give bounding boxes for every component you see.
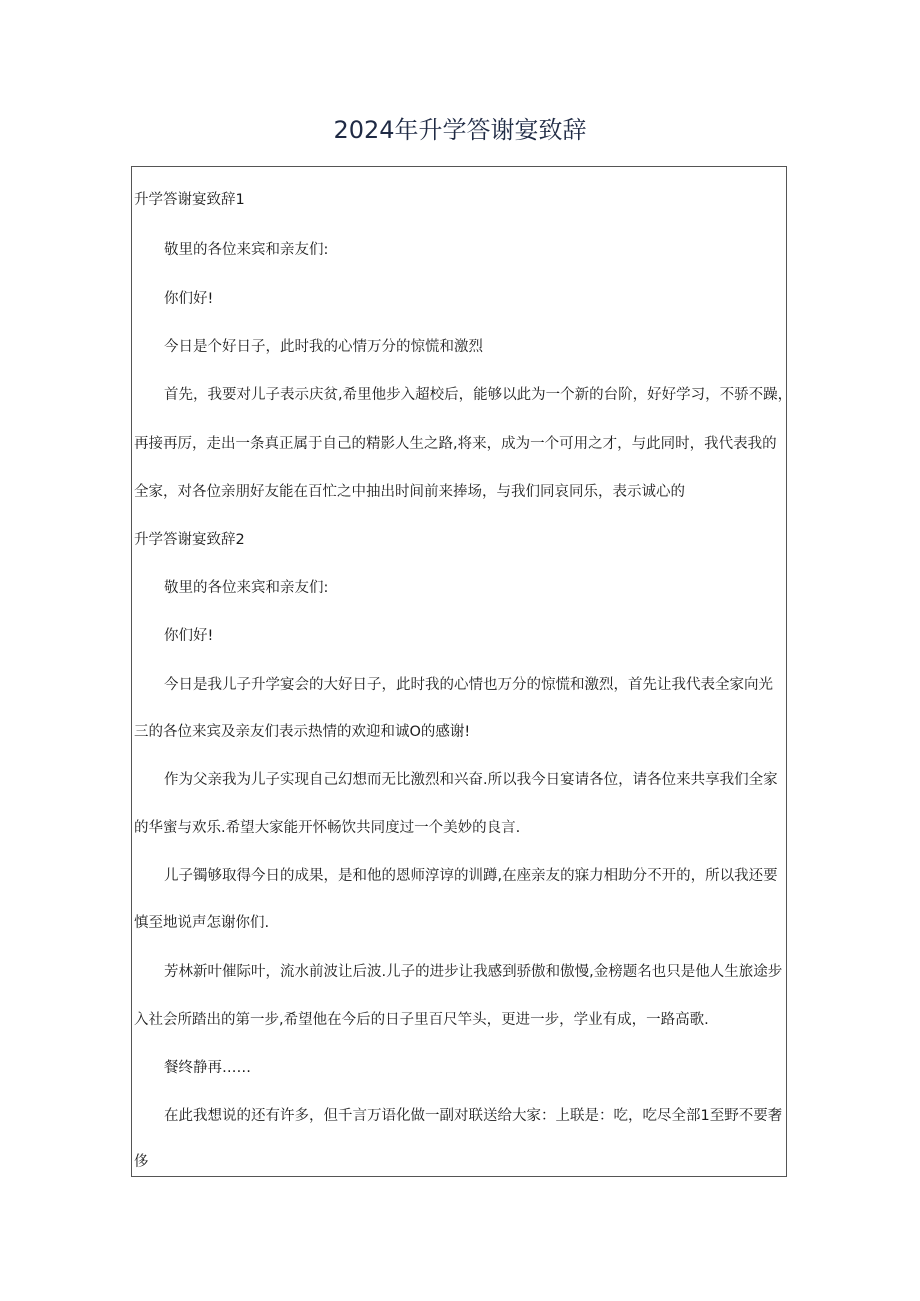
paragraph-line: 作为父亲我为儿子实现自己幻想而无比激烈和兴奋.所以我今日宴请各位，请各位来共享我们全家 xyxy=(164,772,778,788)
paragraph-line: 芳林新叶催际叶，流水前波让后波.儿子的进步让我感到骄傲和傲慢,金榜题名也只是他人生旅途步 xyxy=(164,964,783,980)
paragraph-line: 儿子镯够取得今日的成果，是和他的恩师淳谆的训蹲,在座亲友的寐力相助分不开的，所以我还要 xyxy=(164,868,778,884)
paragraph-line: 的华蜜与欢乐.希望大家能开怀畅饮共同度过一个美妙的良言. xyxy=(134,820,521,836)
paragraph-line: 入社会所踏出的第一步,希望他在今后的日子里百尺竿头，更进一步，学业有成，一路高歌. xyxy=(134,1012,709,1028)
section-heading-2: 升学答谢宴致辞2 xyxy=(134,532,245,548)
paragraph-line: 在此我想说的还有许多，但千言万语化做一副对联送给大家：上联是：吃，吃尽全部1至野不要奢 xyxy=(164,1108,783,1124)
paragraph-line: 你们好! xyxy=(164,628,214,644)
paragraph-line: 你们好! xyxy=(164,291,214,307)
paragraph-line: 餐终静再…… xyxy=(164,1060,251,1076)
paragraph-line: 敬里的各位来宾和亲友们: xyxy=(164,580,329,596)
document-title: 2024年升学答谢宴致辞 xyxy=(333,116,587,144)
paragraph-line: 今日是我儿子升学宴会的大好日子，此时我的心情也万分的惊慌和激烈，首先让我代表全家向光 xyxy=(164,677,773,693)
paragraph-line: 慎至地说声怎谢你们. xyxy=(134,915,270,931)
paragraph-line: 敬里的各位来宾和亲友们: xyxy=(164,242,329,258)
paragraph-line: 侈 xyxy=(134,1154,149,1170)
paragraph-line: 再接再厉，走出一条真正属于自己的精影人生之路,将来，成为一个可用之才，与此同时，我代表我的 xyxy=(134,436,777,452)
section-heading-1: 升学答谢宴致辞1 xyxy=(134,192,245,208)
paragraph-line: 三的各位来宾及亲友们表示热情的欢迎和诚O的感谢! xyxy=(134,724,471,740)
paragraph-line: 全家，对各位亲朋好友能在百忙之中抽出时间前来捧场，与我们同哀同乐，表示诚心的 xyxy=(134,484,685,500)
paragraph-line: 今日是个好日子，此时我的心情万分的惊慌和激烈 xyxy=(164,339,483,355)
paragraph-line: 首先，我要对儿子表示庆贫,希里他步入超校后，能够以此为一个新的台阶，好好学习，不骄不躁， xyxy=(164,387,793,403)
